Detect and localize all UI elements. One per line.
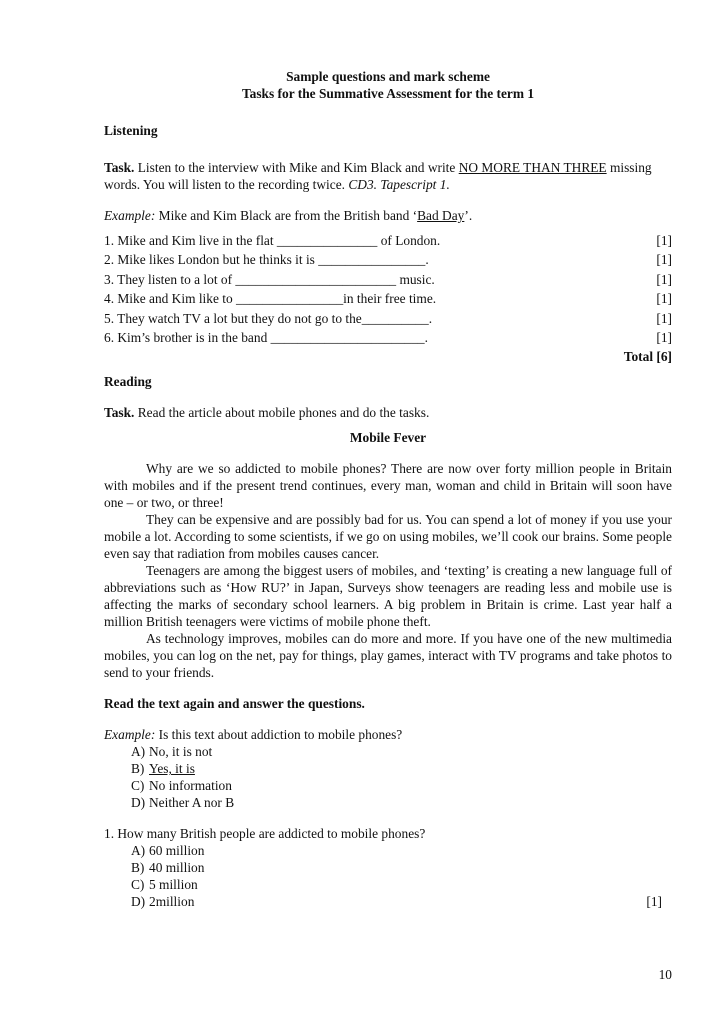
page-number: 10 — [658, 967, 672, 982]
option-letter: C) — [131, 778, 145, 794]
reading-example-options — [104, 743, 672, 811]
question-mark: [1] — [656, 271, 672, 287]
reading-question-1-options — [104, 842, 672, 910]
option-letter: A) — [131, 744, 146, 760]
option-item — [104, 777, 672, 794]
article-paragraph: As technology improves, mobiles can do more and more. If you have one of the new multimedia mobiles, you can log on the net, pay for things, play games, interact with TV programs and take photos to send to your friends. — [104, 631, 672, 681]
listening-question-list — [104, 232, 672, 348]
reading-task-label: Task. — [104, 405, 135, 421]
listening-example — [104, 207, 672, 224]
option-letter: B) — [131, 761, 145, 777]
article-paragraph: Teenagers are among the biggest users of mobiles, and ‘texting’ is creating a new language full of abbreviations such as ‘How RU?’ in Japan, Surveys show teenagers are reading less and mobile use is affecting the marks of secondary school learners. A big problem in Britain is crime. Last year half a million British teenagers were victims of mobile phone theft. — [104, 563, 672, 630]
listening-example-label: Example: — [104, 208, 156, 223]
option-item — [104, 893, 672, 910]
option-text: 60 million — [149, 843, 205, 859]
question-text: 2. Mike likes London but he thinks it is ________________. — [104, 252, 429, 268]
option-text: No information — [149, 778, 232, 794]
listening-task-label: Task. — [104, 160, 135, 175]
listening-task-italic: CD3. Tapescript 1. — [348, 177, 450, 192]
reading-example-label: Example: — [104, 727, 156, 743]
question-text: 6. Kim’s brother is in the band _______________________. — [104, 329, 428, 345]
question-mark: [1] — [656, 291, 672, 307]
article-title: Mobile Fever — [349, 430, 427, 446]
listening-example-text: Mike and Kim Black are from the British band ‘ — [155, 208, 418, 223]
option-letter: B) — [131, 860, 145, 876]
option-letter: A) — [131, 843, 146, 859]
article-paragraph: They can be expensive and are possibly bad for us. You can spend a lot of money if you use your mobile a lot. According to some scientists, if we go on using mobiles, we’ll cook our brains. Some people even say that radiation from mobiles causes cancer. — [104, 512, 672, 562]
listening-heading: Listening — [104, 123, 158, 138]
question-text: 5. They watch TV a lot but they do not go to the__________. — [104, 310, 433, 326]
option-item-correct — [104, 760, 672, 777]
option-item — [104, 743, 672, 760]
reading-instruction: Read the text again and answer the questions. — [104, 696, 365, 712]
listening-example-underlined: Bad Day — [417, 208, 465, 223]
reading-example-question: Is this text about addiction to mobile phones? — [155, 727, 403, 743]
listening-task-text-a: Listen to the interview with Mike and Kim Black and write — [134, 160, 459, 175]
listening-question — [104, 232, 672, 251]
reading-question-1: 1. How many British people are addicted to mobile phones? — [104, 826, 426, 842]
listening-question — [104, 329, 672, 348]
option-text: Neither A nor B — [149, 795, 235, 811]
option-text: No, it is not — [149, 744, 213, 760]
question-text: 3. They listen to a lot of ________________________ music. — [104, 271, 435, 287]
question-mark: [1] — [646, 894, 662, 910]
option-item — [104, 859, 672, 876]
reading-task-text: Read the article about mobile phones and do the tasks. — [134, 405, 430, 421]
option-letter: D) — [131, 894, 146, 910]
reading-heading: Reading — [104, 374, 152, 390]
document-title-line-2: Tasks for the Summative Assessment for the term 1 — [241, 86, 535, 101]
document-page — [104, 68, 672, 910]
listening-task-underlined: NO MORE THAN THREE — [458, 160, 607, 175]
option-item — [104, 876, 672, 893]
document-title-line-1: Sample questions and mark scheme — [286, 69, 490, 84]
option-text: Yes, it is — [149, 761, 195, 777]
listening-example-end: ’. — [464, 208, 473, 223]
article-paragraph: Why are we so addicted to mobile phones? There are now over forty million people in Britain with mobiles and if the present trend continues, every man, woman and child in Britain will soon have one – or two, or three! — [104, 461, 672, 511]
listening-task-text-b: missing words. You will listen to the recording twice. — [104, 160, 652, 192]
reading-example — [104, 726, 672, 743]
listening-total: Total [6] — [623, 349, 672, 365]
question-mark: [1] — [656, 252, 672, 268]
listening-task — [104, 159, 672, 193]
option-item — [104, 842, 672, 859]
option-item — [104, 794, 672, 811]
question-mark: [1] — [656, 233, 672, 248]
listening-question — [104, 310, 672, 329]
listening-question — [104, 271, 672, 290]
listening-question — [104, 251, 672, 270]
option-letter: C) — [131, 877, 145, 893]
question-text: 4. Mike and Kim like to ________________in their free time. — [104, 291, 437, 307]
option-text: 2million — [149, 894, 195, 910]
listening-question — [104, 290, 672, 309]
question-text: 1. Mike and Kim live in the flat _______________ of London. — [104, 233, 441, 248]
option-letter: D) — [131, 795, 146, 811]
option-text: 5 million — [149, 877, 198, 893]
reading-task — [104, 404, 672, 421]
option-text: 40 million — [149, 860, 205, 876]
question-mark: [1] — [656, 329, 672, 345]
question-mark: [1] — [656, 310, 672, 326]
